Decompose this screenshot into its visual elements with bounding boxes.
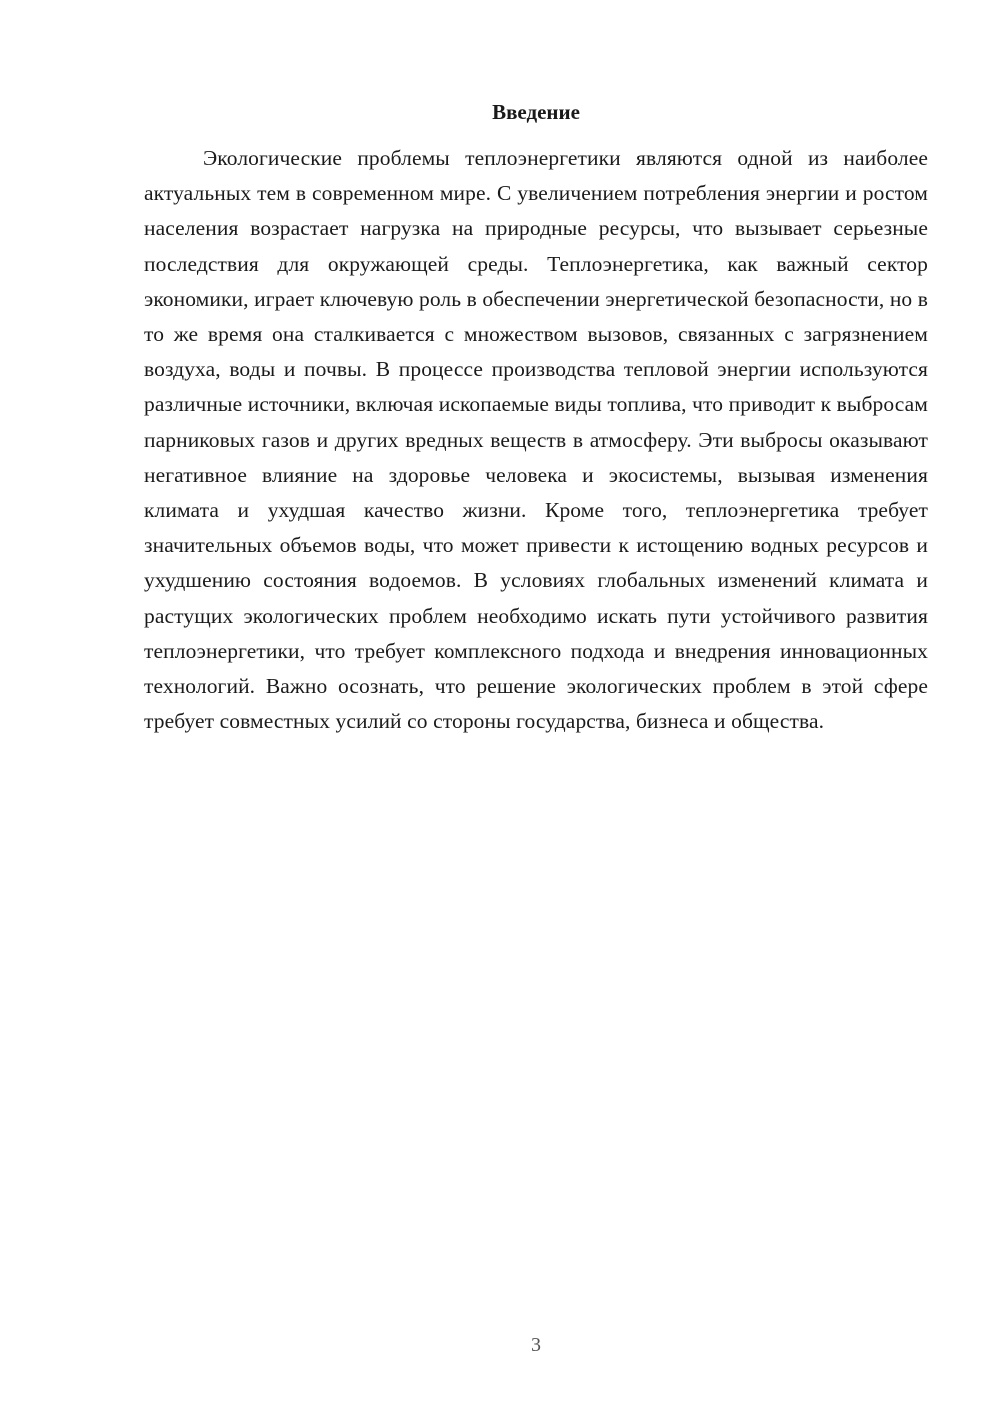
page-title: Введение — [492, 100, 580, 124]
page-number: 3 — [531, 1334, 541, 1356]
body-paragraph: Экологические проблемы теплоэнергетики являются одной из наиболее актуальных тем в современном мире. С увеличением потребления энергии и ростом населения возрастает нагрузка на природные ресурсы, что вызывает серьезные последствия для окружающей среды. Теплоэнергетика, как важный сектор экономики, играет ключевую роль в обеспечении энергетической безопасности, но в то же время она сталкивается с множеством вызовов, связанных с загрязнением воздуха, воды и почвы. В процессе производства тепловой энергии используются различные источники, включая ископаемые виды топлива, что приводит к выбросам парниковых газов и других вредных веществ в атмосферу. Эти выбросы оказывают негативное влияние на здоровье человека и экосистемы, вызывая изменения климата и ухудшая качество жизни. Кроме того, теплоэнергетика требует значительных объемов воды, что может привести к истощению водных ресурсов и ухудшению состояния водоемов. В условиях глобальных изменений климата и растущих экологических проблем необходимо искать пути устойчивого развития теплоэнергетики, что требует комплексного подхода и внедрения инновационных технологий. Важно осознать, что решение экологических проблем в этой сфере требует совместных усилий со стороны государства, бизнеса и общества. — [144, 146, 928, 734]
